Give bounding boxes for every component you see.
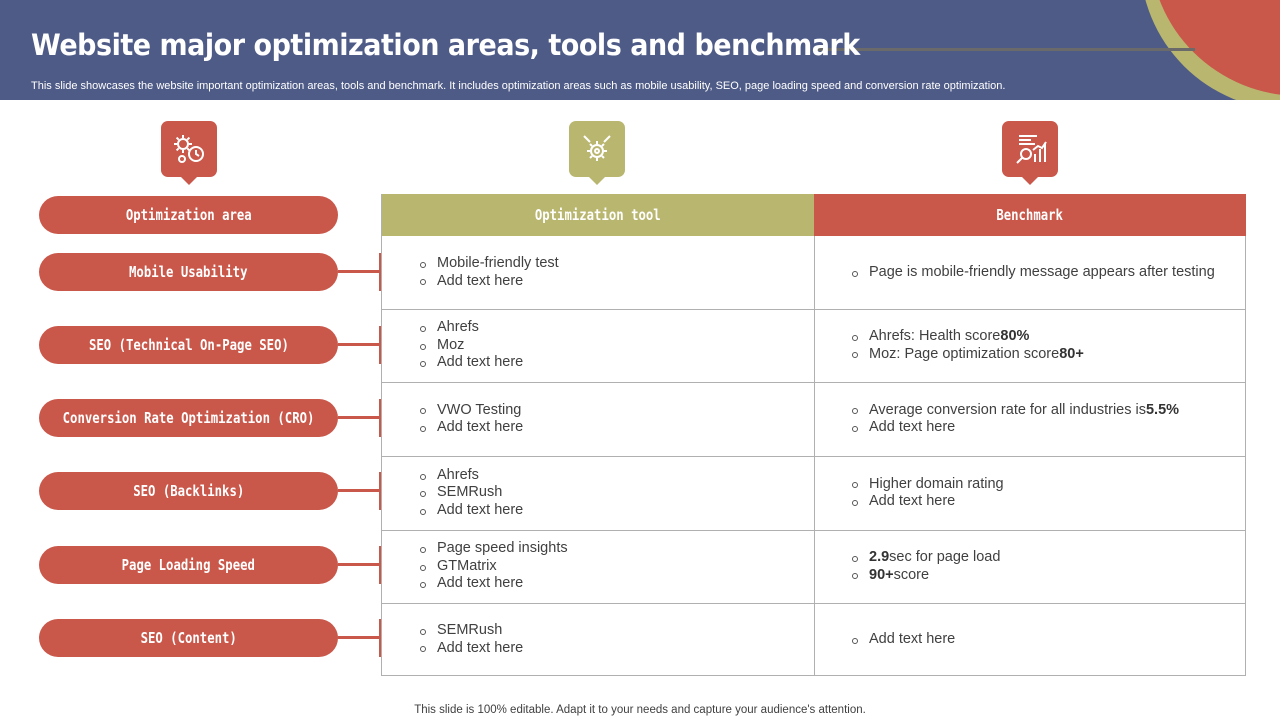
list-item: GTMatrix bbox=[420, 558, 820, 576]
slide-subtitle: This slide showcases the website important optimization areas, tools and benchmark. It includes optimization areas such as mobile usability, SEO, page loading speed and conversion rate optimization. bbox=[31, 80, 1006, 92]
list-item: Page speed insights bbox=[420, 540, 820, 558]
connector bbox=[338, 416, 381, 419]
list-item: SEMRush bbox=[420, 622, 820, 640]
area-pill-page-loading-speed: Page Loading Speed bbox=[39, 546, 338, 584]
list-item: Add text here bbox=[420, 354, 820, 372]
list-item: Add text here bbox=[420, 502, 820, 520]
area-pill-seo-technical: SEO (Technical On-Page SEO) bbox=[39, 326, 338, 364]
list-item: 90+ score bbox=[852, 567, 1252, 585]
tool-cell bbox=[420, 603, 820, 676]
tool-cell bbox=[420, 382, 820, 456]
list-item: Add text here bbox=[852, 631, 1252, 649]
connector bbox=[338, 489, 381, 492]
list-item: Add text here bbox=[420, 273, 820, 291]
connector bbox=[338, 270, 381, 273]
tool-column-header: Optimization tool bbox=[382, 194, 814, 236]
header-divider-line bbox=[815, 48, 1195, 51]
footer-note: This slide is 100% editable. Adapt it to your needs and capture your audience's attention. bbox=[414, 704, 866, 716]
list-item: Ahrefs bbox=[420, 319, 820, 337]
list-item: Moz bbox=[420, 337, 820, 355]
tool-cell bbox=[420, 236, 820, 309]
list-item: Ahrefs bbox=[420, 467, 820, 485]
benchmark-column-header: Benchmark bbox=[814, 194, 1246, 236]
list-item: 2.9 sec for page load bbox=[852, 549, 1252, 567]
connector bbox=[338, 343, 381, 346]
list-item: Page is mobile-friendly message appears after testing bbox=[852, 264, 1252, 282]
list-item: Higher domain rating bbox=[852, 476, 1252, 494]
list-item: Ahrefs: Health score 80% bbox=[852, 328, 1252, 346]
list-item: Add text here bbox=[852, 419, 1252, 437]
benchmark-cell bbox=[852, 456, 1252, 530]
area-pill-seo-content: SEO (Content) bbox=[39, 619, 338, 657]
gears-clock-icon bbox=[161, 121, 217, 177]
list-item: Moz: Page optimization score 80+ bbox=[852, 346, 1252, 364]
slide-title: Website major optimization areas, tools and benchmark bbox=[31, 28, 860, 62]
list-item: Mobile-friendly test bbox=[420, 255, 820, 273]
list-item: Add text here bbox=[852, 493, 1252, 511]
tool-cell bbox=[420, 456, 820, 530]
wrench-gear-tools-icon bbox=[569, 121, 625, 177]
connector bbox=[338, 636, 381, 639]
benchmark-cell bbox=[852, 309, 1252, 382]
list-item: Average conversion rate for all industries is 5.5% bbox=[852, 402, 1252, 420]
area-pill-mobile-usability: Mobile Usability bbox=[39, 253, 338, 291]
list-item: Add text here bbox=[420, 419, 820, 437]
benchmark-cell bbox=[852, 236, 1252, 309]
connector bbox=[338, 563, 381, 566]
benchmark-cell bbox=[852, 530, 1252, 603]
title-banner bbox=[0, 0, 1280, 100]
list-item: VWO Testing bbox=[420, 402, 820, 420]
list-item: Add text here bbox=[420, 575, 820, 593]
analytics-chart-icon bbox=[1002, 121, 1058, 177]
tool-cell bbox=[420, 530, 820, 603]
area-pill-cro: Conversion Rate Optimization (CRO) bbox=[39, 399, 338, 437]
optimization-table bbox=[381, 194, 1246, 676]
list-item: Add text here bbox=[420, 640, 820, 658]
benchmark-cell bbox=[852, 603, 1252, 676]
optimization-area-header: Optimization area bbox=[39, 196, 338, 234]
benchmark-cell bbox=[852, 382, 1252, 456]
tool-cell bbox=[420, 309, 820, 382]
list-item: SEMRush bbox=[420, 484, 820, 502]
area-pill-seo-backlinks: SEO (Backlinks) bbox=[39, 472, 338, 510]
